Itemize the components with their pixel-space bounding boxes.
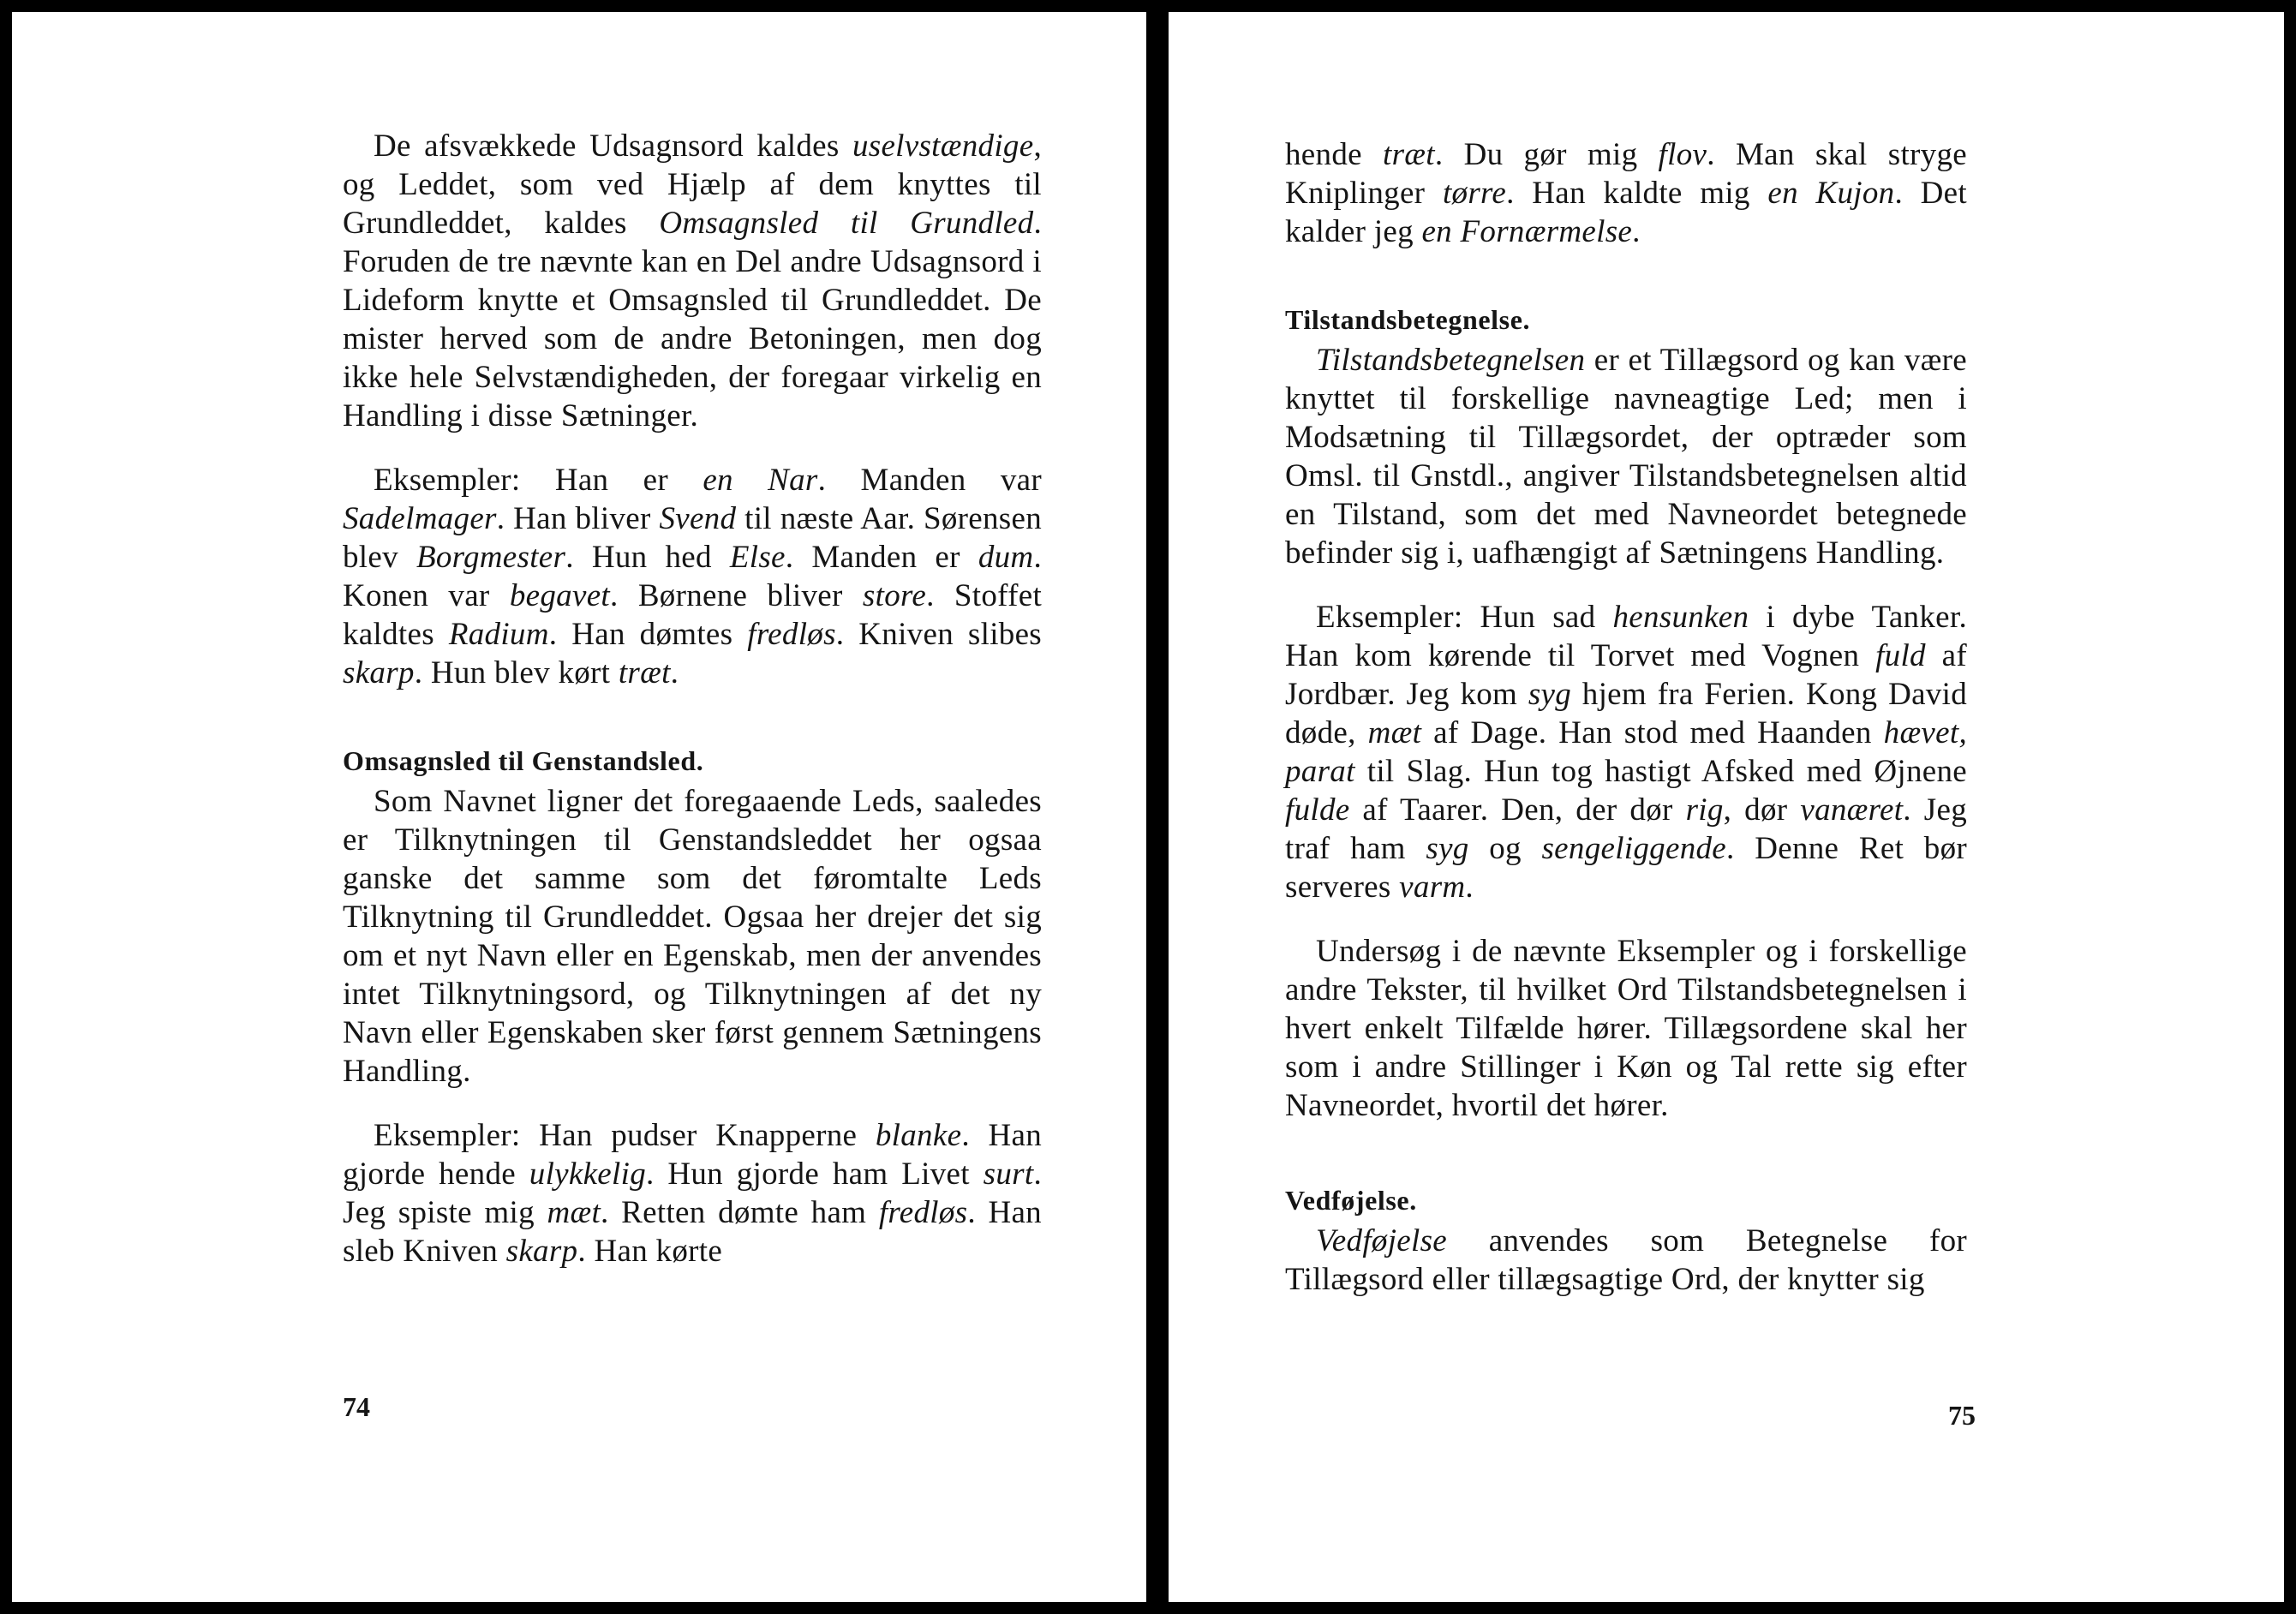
italic-term: surt <box>983 1157 1034 1192</box>
italic-term: sengeliggende <box>1541 831 1727 866</box>
italic-term: træt <box>1383 137 1435 172</box>
text-run: . <box>1632 214 1641 249</box>
italic-term: en Nar <box>703 463 818 498</box>
italic-term: fredløs <box>747 617 836 652</box>
text-run: i dybe Tanker. Han kom kørende til Torvet med Vognen <box>1285 600 1967 673</box>
text-run: hende <box>1285 137 1384 172</box>
italic-term: skarp <box>343 655 415 690</box>
italic-term: Radium <box>448 617 549 652</box>
paragraph <box>343 1116 1042 1270</box>
text-run: af Dage. Han stod med Haanden <box>1421 715 1884 750</box>
text-run: . Foruden de tre nævnte kan en Del andre Udsagnsord i Lideform knytte et Omsagnsled til Grundleddet. De mister herved som de andre Betoningen, men dog ikke hele Selvstændigheden, der foregaar virkelig en Handling i disse Sætninger. <box>343 206 1042 433</box>
left-page <box>12 12 1146 1602</box>
text-run: af Taarer. Den, der dør <box>1349 792 1686 828</box>
text-run: Eksempler: Hun sad <box>1316 600 1613 635</box>
italic-term: en Kujon <box>1767 176 1895 211</box>
italic-term: en Fornærmelse <box>1421 214 1633 249</box>
text-run: . Jeg spiste mig <box>343 1157 1042 1230</box>
text-run: . Han kørte <box>577 1234 723 1269</box>
text-run: , og Leddet, som ved Hjælp af dem knyttes til Grundleddet, kaldes <box>343 129 1042 241</box>
text-run: . Jeg traf ham <box>1285 792 1968 866</box>
text-run: . Han sleb Kniven <box>343 1195 1042 1269</box>
paragraph-continuation <box>1285 135 1967 251</box>
text-run: er et Tillægsord og kan være knyttet til forskellige navneagtige Led; men i Modsætning til Tillægsordet, der optræder som Omsl. til Gnstdl., angiver Tilstandsbetegnelsen altid en Tilstand, som det med Navneordet betegnede befinder sig i, uafhængigt af Sætningens Handling. <box>1285 343 1967 571</box>
paragraph <box>343 782 1042 1091</box>
italic-term: fredløs <box>878 1195 968 1230</box>
italic-term: skarp <box>505 1234 578 1269</box>
text-run: til næste Aar. Sørensen blev <box>343 501 1042 575</box>
text-run: . Det kalder jeg <box>1285 176 1967 249</box>
section-heading: Vedføjelse. <box>1285 1185 1417 1216</box>
italic-term: Svend <box>659 501 737 536</box>
italic-term: tørre <box>1442 176 1507 211</box>
text-run: . Kniven slibes <box>835 617 1042 652</box>
paragraph <box>343 127 1042 435</box>
text-run: . Denne Ret bør serveres <box>1285 831 1967 905</box>
text-run: . Konen var <box>343 540 1042 613</box>
italic-term: hævet, parat <box>1285 715 1967 789</box>
text-run: . Han dømtes <box>548 617 748 652</box>
text-run: . Børnene bliver <box>610 578 863 613</box>
italic-term: syg <box>1528 677 1572 712</box>
text-run: , dør <box>1723 792 1801 828</box>
text-run: Eksempler: Han pudser Knapperne <box>374 1118 876 1153</box>
italic-term: syg <box>1426 831 1469 866</box>
paragraph <box>1285 1222 1967 1299</box>
text-run: . Retten dømte ham <box>601 1195 879 1230</box>
italic-term: fulde <box>1285 792 1350 828</box>
text-run: . Stoffet kaldtes <box>343 578 1043 652</box>
italic-term: Vedføjelse <box>1316 1223 1448 1258</box>
text-run: til Slag. Hun tog hastigt Afsked med Øjnene <box>1354 754 1967 789</box>
text-run: . Manden er <box>785 540 978 575</box>
right-page <box>1169 12 2284 1602</box>
text-run: . Hun gjorde ham Livet <box>646 1157 984 1192</box>
text-run: . Han gjorde hende <box>343 1118 1042 1192</box>
text-run: . <box>670 655 679 690</box>
right-page-text <box>1285 135 1967 1299</box>
section-heading: Omsagnsled til Genstandsled. <box>343 745 704 776</box>
text-run: . Manden var <box>817 463 1042 498</box>
italic-term: flov <box>1658 137 1707 172</box>
text-run: Undersøg i de nævnte Eksempler og i forskellige andre Tekster, til hvilket Ord Tilstandsbetegnelsen i hvert enkelt Tilfælde hører. Tillægsordene skal her som i andre Stillinger i Køn og Tal rette sig efter Navneordet, hvortil det hører. <box>1285 934 1967 1123</box>
italic-term: fuld <box>1875 638 1926 673</box>
text-run: . Han kaldte mig <box>1506 176 1768 211</box>
text-run: . Hun blev kørt <box>414 655 619 690</box>
text-run: anvendes som Betegnelse for Tillægsord eller tillægsagtige Ord, der knytter sig <box>1285 1223 1967 1297</box>
text-run: Eksempler: Han er <box>374 463 703 498</box>
paragraph <box>343 461 1042 692</box>
paragraph <box>1285 598 1967 906</box>
text-run: . Du gør mig <box>1434 137 1659 172</box>
page-number: 74 <box>343 1391 370 1422</box>
text-run: . Man skal stryge Kniplinger <box>1285 137 1967 211</box>
italic-term: varm <box>1399 870 1466 905</box>
text-run: . <box>1465 870 1474 905</box>
text-run: De afsvækkede Udsagnsord kaldes <box>374 129 852 164</box>
italic-term: Borgmester <box>416 540 566 575</box>
text-run: og <box>1468 831 1542 866</box>
italic-term: ulykkelig <box>529 1157 646 1192</box>
page-number: 75 <box>1948 1400 1976 1431</box>
italic-term: dum <box>978 540 1034 575</box>
left-page-text <box>343 127 1042 1270</box>
italic-term: Else <box>729 540 786 575</box>
paragraph <box>1285 932 1967 1125</box>
italic-term: store <box>862 578 927 613</box>
italic-term: blanke <box>875 1118 962 1153</box>
paragraph <box>1285 341 1967 572</box>
section-heading: Tilstandsbetegnelse. <box>1285 304 1531 335</box>
italic-term: hensunken <box>1612 600 1749 635</box>
text-run: . Hun hed <box>565 540 730 575</box>
text-run: af Jordbær. Jeg kom <box>1285 638 1967 712</box>
text-run: . Han bliver <box>496 501 660 536</box>
italic-term: rig <box>1685 792 1724 828</box>
italic-term: Tilstandsbetegnelsen <box>1316 343 1586 378</box>
italic-term: begavet <box>509 578 610 613</box>
italic-term: mæt <box>547 1195 601 1230</box>
italic-term: vanæret <box>1800 792 1904 828</box>
text-run: Som Navnet ligner det foregaaende Leds, saaledes er Tilknytningen til Genstandsleddet her ogsaa ganske det samme som det føromtalte Leds Tilknytning til Grundleddet. Ogsaa her drejer det sig om et nyt Navn eller en Egenskab, men der anvendes intet Tilknytningsord, og Tilknytningen af det ny Navn eller Egenskaben sker først gennem Sætningens Handling. <box>343 784 1042 1089</box>
italic-term: træt <box>618 655 671 690</box>
text-run: hjem fra Ferien. Kong David døde, <box>1285 677 1967 750</box>
italic-term: uselvstændige <box>852 129 1034 164</box>
italic-term: mæt <box>1367 715 1422 750</box>
italic-term: Omsagnsled til Grundled <box>659 206 1034 241</box>
italic-term: Sadelmager <box>343 501 497 536</box>
